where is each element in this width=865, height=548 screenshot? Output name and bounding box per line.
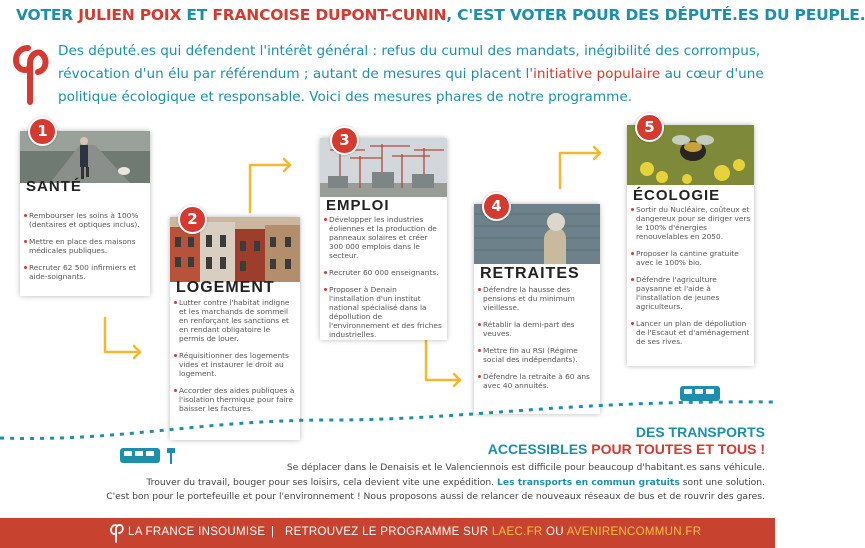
list-item: Rembourser les soins à 100% (dentaires et optiques inclus).: [24, 211, 147, 229]
list-item: Recruter 60 000 enseignants.: [324, 268, 444, 277]
candidate-2: FRANCOISE DUPONT-CUNIN: [212, 6, 447, 24]
list-item: Proposer la cantine gratuite avec le 100% bio.: [631, 249, 751, 267]
footer-separator: |: [271, 526, 275, 538]
candidate-1: JULIEN POIX: [78, 6, 182, 24]
transports-heading-2: ACCESSIBLES POUR TOUTES ET TOUS !: [487, 441, 765, 457]
list-item: Lutter contre l'habitat indigne et les marchands de sommeil en renforçant les sanctions et en rendant obligatoire le permis de louer.: [174, 298, 297, 343]
list-item: Accorder des aides publiques à l'isolation thermique pour faire baisser les factures.: [174, 386, 297, 413]
list-item: Lancer un plan de dépollution de l'Escaut et d'aménagement de ses rives.: [631, 319, 751, 346]
card-ecologie: [627, 118, 754, 366]
card-emploi: [320, 131, 447, 340]
list-item: Défendre la retraite à 60 ans avec 40 annuités.: [478, 372, 597, 390]
list-item: Mettre fin au RSI (Régime social des indépendants).: [478, 346, 597, 364]
list-item: Rétablir la demi-part des veuves.: [478, 320, 597, 338]
footer-bar: [0, 518, 775, 548]
card-title: LOGEMENT: [176, 279, 275, 296]
card-items: [24, 211, 147, 289]
footer-program-text: RETROUVEZ LE PROGRAMME SUR LAEC.FR OU AVENIRENCOMMUN.FR: [285, 526, 702, 538]
card-number: 5: [635, 113, 664, 142]
link-laec[interactable]: LAEC.FR: [491, 526, 543, 538]
card-title: RETRAITES: [480, 265, 580, 282]
list-item: Réquisitionner des logements vides et instaurer le droit au logement.: [174, 351, 297, 378]
phi-footer-icon: [110, 523, 124, 543]
list-item: Mettre en place des maisons médicales publiques.: [24, 237, 147, 255]
card-number: 1: [28, 117, 57, 146]
arrow-2-3-icon: [250, 159, 290, 212]
transports-body: [60, 461, 765, 505]
list-item: Défendre l'agriculture paysanne et l'aide à l'installation de jeunes agriculteurs.: [631, 275, 751, 311]
card-number: 3: [330, 126, 359, 155]
arrow-4-5-icon: [560, 147, 600, 188]
list-item: Développer les industries éoliennes et la production de panneaux solaires et créer 300 000 emplois dans le secteur.: [324, 215, 444, 260]
list-item: Proposer à Denain l'installation d'un institut national spécialisé dans la dépollution de l'environnement et des friches industrielles.: [324, 285, 444, 339]
transports-line-1: Se déplacer dans le Denaisis et le Valenciennois est difficile pour beaucoup d'habitant.es sans véhicule.: [286, 462, 765, 473]
party-name: LA FRANCE INSOUMISE: [128, 526, 266, 538]
card-title: SANTÉ: [26, 178, 82, 195]
transports-line-2: Trouver du travail, bouger pour ses loisirs, cela devient vite une expédition. Les transports en commun gratuits sont une solution.: [146, 476, 765, 488]
page-title: VOTER JULIEN POIX ET FRANCOISE DUPONT-CUNIN, C'EST VOTER POUR DES DÉPUTÉ.ES DU PEUPLE.: [16, 6, 865, 24]
link-avenirencommun[interactable]: AVENIRENCOMMUN.FR: [566, 526, 702, 538]
card-title: ÉCOLOGIE: [633, 187, 721, 204]
list-item: Sortir du Nucléaire, coûteux et dangereux pour se diriger vers le 100% d'énergies renouvelables en 2050.: [631, 205, 751, 241]
arrow-1-2-icon: [105, 318, 140, 358]
card-items: [324, 215, 444, 347]
bus-right-icon: [680, 386, 720, 401]
card-title: EMPLOI: [326, 197, 390, 214]
list-item: Recruter 62 500 infirmiers et aide-soignants.: [24, 263, 147, 281]
card-number: 2: [178, 205, 207, 234]
intro-text: Des député.es qui défendent l'intérêt général : refus du cumul des mandats, inégibilité des corrompus, révocation d'un élu par référendum ; autant de mesures qui placent l'initiative populaire au cœur d'une politique écologique et responsable. Voici des mesures phares de notre programme.: [58, 43, 764, 105]
card-items: [631, 205, 751, 354]
card-number: 4: [482, 192, 511, 221]
transports-heading-1: DES TRANSPORTS: [635, 424, 765, 440]
list-item: Défendre la hausse des pensions et du minimum vieillesse.: [478, 285, 597, 312]
transports-line-3: C'est bon pour le portefeuille et pour l'environnement ! Nous proposons aussi de relancer de nouveaux réseaux de bus et de rouvrir des gares.: [106, 491, 765, 502]
card-sante: [20, 122, 150, 296]
